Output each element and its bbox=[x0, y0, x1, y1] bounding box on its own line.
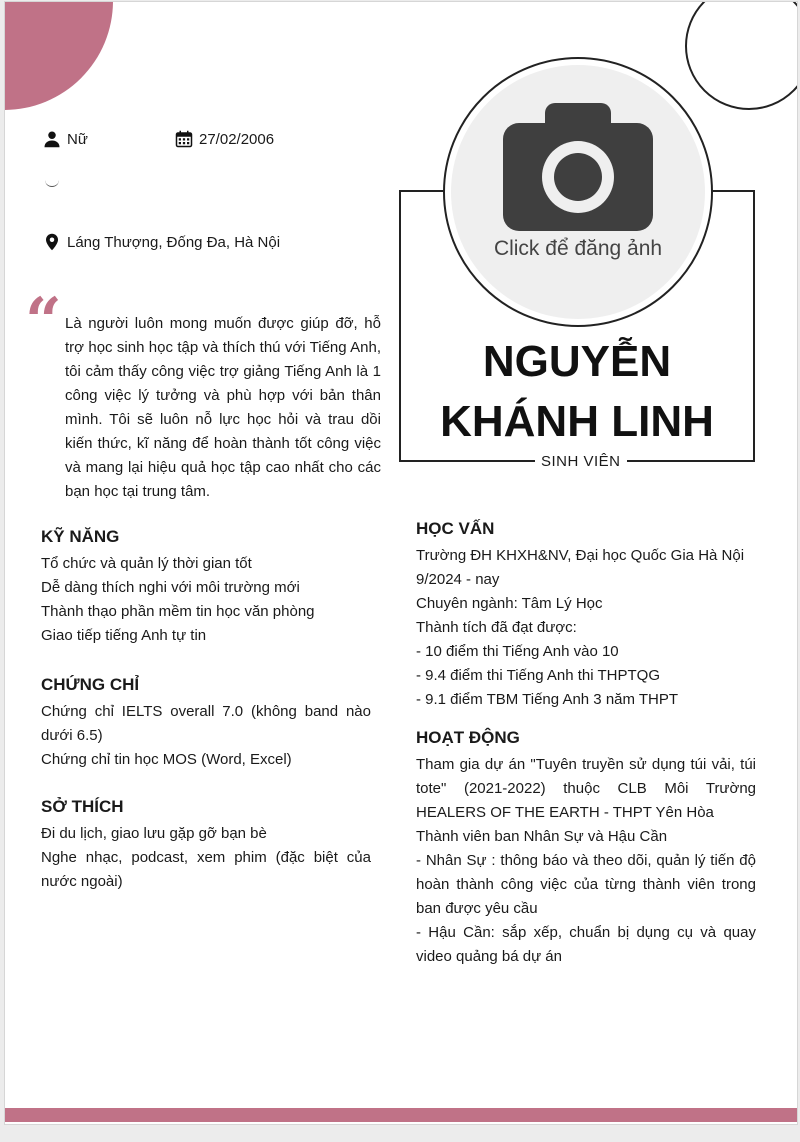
activities-section bbox=[416, 725, 756, 969]
skill-item[interactable]: Giao tiếp tiếng Anh tự tin bbox=[41, 627, 207, 644]
decorative-corner-ring bbox=[685, 1, 798, 110]
hobbies-title: SỞ THÍCH bbox=[41, 797, 124, 816]
skill-item[interactable]: Thành thạo phần mềm tin học văn phòng bbox=[41, 603, 315, 620]
certificate-item[interactable]: Chứng chỉ tin học MOS (Word, Excel) bbox=[41, 751, 292, 768]
skill-item[interactable]: Dễ dàng thích nghi với môi trường mới bbox=[41, 579, 300, 596]
gender-row[interactable] bbox=[43, 130, 88, 148]
hobby-item[interactable]: Nghe nhạc, podcast, xem phim (đặc biệt của nước ngoài) bbox=[41, 849, 371, 890]
gender-value: Nữ bbox=[67, 130, 88, 148]
role-label[interactable]: SINH VIÊN bbox=[535, 453, 627, 470]
skill-item[interactable]: Tổ chức và quản lý thời gian tốt bbox=[41, 555, 252, 572]
education-item[interactable]: Thành tích đã đạt được: bbox=[416, 619, 577, 636]
location-pin-icon bbox=[43, 233, 61, 251]
education-section bbox=[416, 516, 756, 712]
hobbies-section bbox=[41, 794, 371, 894]
skills-section bbox=[41, 524, 371, 648]
cv-page bbox=[4, 1, 798, 1125]
dob-value: 27/02/2006 bbox=[199, 130, 275, 148]
camera-icon bbox=[503, 101, 653, 231]
skills-title: KỸ NĂNG bbox=[41, 527, 120, 546]
decorative-bottom-bar bbox=[5, 1108, 797, 1122]
education-item[interactable]: - 9.1 điểm TBM Tiếng Anh 3 năm THPT bbox=[416, 691, 679, 708]
address-value: Láng Thượng, Đống Đa, Hà Nội bbox=[67, 233, 281, 251]
person-icon bbox=[43, 130, 61, 148]
name-line-1: NGUYỄN bbox=[482, 337, 672, 386]
activity-item[interactable]: - Hậu Cần: sắp xếp, chuẩn bị dụng cụ và quay video quảng bá dự án bbox=[416, 924, 756, 965]
certificate-item[interactable]: Chứng chỉ IELTS overall 7.0 (không band nào dưới 6.5) bbox=[41, 703, 371, 744]
activities-title: HOẠT ĐỘNG bbox=[416, 728, 520, 747]
name-line-2: KHÁNH LINH bbox=[440, 397, 714, 446]
intro-text[interactable]: Là người luôn mong muốn được giúp đỡ, hỗ trợ học sinh học tập và thích thú với Tiếng Anh, tôi cảm thấy công việc trợ giảng Tiếng Anh là 1 công việc lý tưởng và phù hợp với bản thân mình. Tôi sẽ luôn nỗ lực học hỏi và trau dồi kiến thức, kĩ năng để hoàn thành tốt công việc và mang lại hiệu quả học tập cao nhất cho các bạn học tại trung tâm. bbox=[65, 315, 381, 500]
decorative-corner-circle bbox=[4, 1, 113, 110]
dob-row[interactable] bbox=[175, 130, 274, 148]
photo-upload-button[interactable] bbox=[451, 65, 705, 319]
education-item[interactable]: Trường ĐH KHXH&NV, Đại học Quốc Gia Hà Nội bbox=[416, 547, 745, 564]
photo-caption: Click để đăng ảnh bbox=[493, 237, 663, 260]
education-item[interactable]: - 10 điểm thi Tiếng Anh vào 10 bbox=[416, 643, 619, 660]
calendar-icon bbox=[175, 130, 193, 148]
hobby-item[interactable]: Đi du lịch, giao lưu gặp gỡ bạn bè bbox=[41, 825, 267, 842]
activity-item[interactable]: Thành viên ban Nhân Sự và Hậu Cần bbox=[416, 828, 668, 845]
full-name[interactable] bbox=[399, 332, 755, 452]
certificates-section bbox=[41, 672, 371, 772]
education-item[interactable]: - 9.4 điểm thi Tiếng Anh thi THPTQG bbox=[416, 667, 660, 684]
education-item[interactable]: Chuyên ngành: Tâm Lý Học bbox=[416, 595, 603, 612]
education-title: HỌC VẤN bbox=[416, 519, 495, 538]
certificates-title: CHỨNG CHỈ bbox=[41, 675, 140, 694]
education-item[interactable]: 9/2024 - nay bbox=[416, 571, 500, 588]
address-row[interactable] bbox=[43, 233, 280, 251]
activity-item[interactable]: - Nhân Sự : thông báo và theo dõi, quản lý tiến độ hoàn thành công việc của từng thành viên trong ban được yêu cầu bbox=[416, 852, 756, 917]
placeholder-mark bbox=[45, 180, 59, 187]
activity-item[interactable]: Tham gia dự án "Tuyên truyền sử dụng túi vải, túi tote" (2021-2022) thuộc CLB Môi Trường HEALERS OF THE EARTH - THPT Yên Hòa bbox=[416, 756, 756, 821]
quote-mark-icon: “ bbox=[25, 284, 62, 359]
